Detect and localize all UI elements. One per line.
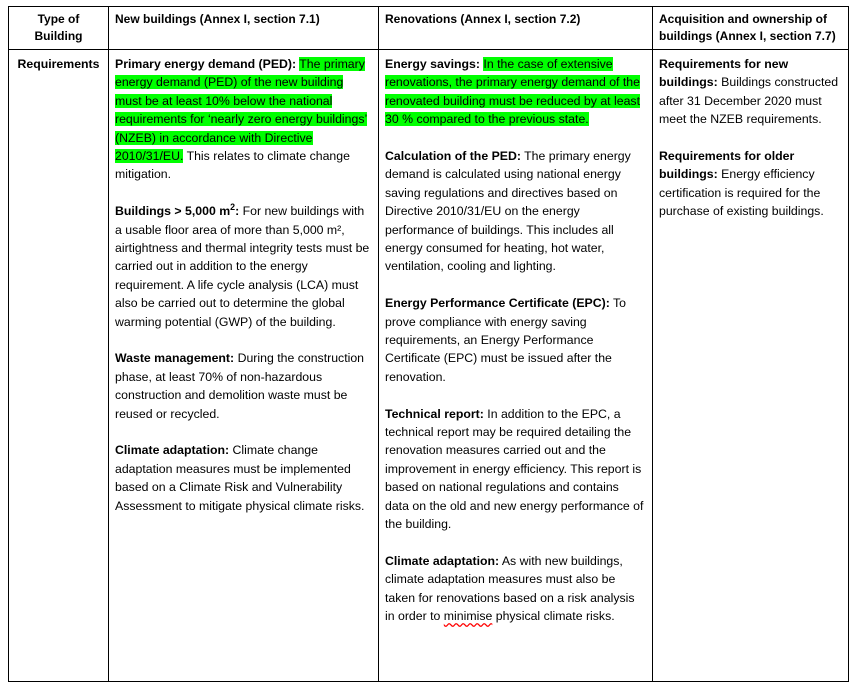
text-technical-report-rest: In addition to the EPC, a technical report may be required detailing the renovation measures carried out and the improvement in energy efficiency. This report is based on national regulations and contains data on the old and new energy performance of the building.: [385, 406, 644, 532]
highlighted-text-ped: The primary energy demand (PED) of the new building must be at least 10% below the national requirements for ‘nearly zero energy buildings’ (NZEB) in accordance with Directive 2010/31/EU.: [115, 57, 368, 164]
paragraph-climate-adaptation-renovation: [385, 552, 646, 626]
row-label-requirements: Requirements: [17, 57, 100, 71]
text-climate-adaptation-renovation-pre: As with new buildings, climate adaptation measures must also be taken for renovations based on a risk analysis in order to: [385, 553, 635, 624]
heading-waste-management: Waste management:: [115, 351, 235, 366]
text-epc-rest: To prove compliance with energy saving requirements, an Energy Performance Certificate (EPC) must be issued after the renovation.: [385, 296, 627, 384]
heading-climate-adaptation-renovation: Climate adaptation:: [385, 553, 500, 568]
paragraph-calculation-of-ped: [385, 147, 646, 276]
header-renovations-label: Renovations (Annex I, section 7.2): [385, 12, 581, 26]
table-header-row: [9, 7, 849, 50]
paragraph-waste-management: [115, 349, 372, 423]
table-body-row-requirements: [9, 50, 849, 682]
header-new-buildings-label: New buildings (Annex I, section 7.1): [115, 12, 320, 26]
text-calculation-of-ped-rest: The primary energy demand is calculated using national energy saving regulations and directives based on Directive 2010/31/EU on the energy performance of buildings. This includes all energy consumed for heating, hot water, ventilation, cooling and lighting.: [385, 149, 631, 274]
header-type-of-building-line1: Type of: [37, 12, 80, 26]
paragraph-technical-report: [385, 405, 646, 534]
header-cell-renovations: [379, 7, 653, 50]
header-acquisition-label: Acquisition and ownership of buildings (Annex I, section 7.7): [659, 12, 836, 43]
heading-calculation-of-ped: Calculation of the PED:: [385, 149, 521, 164]
row-label-cell-requirements: [9, 50, 109, 682]
heading-climate-adaptation-new: Climate adaptation:: [115, 443, 230, 458]
text-requirements-older-buildings-rest: Energy efficiency certification is required for the purchase of existing buildings.: [659, 167, 824, 219]
text-ped-rest: This relates to climate change mitigation.: [115, 149, 350, 182]
requirements-table: [8, 6, 849, 682]
heading-buildings-over-5000-pre: Buildings > 5,000 m: [115, 204, 231, 219]
highlighted-text-energy-savings: In the case of extensive renovations, the primary energy demand of the renovated building must be reduced by at least 30 % compared to the previous state.: [385, 57, 640, 127]
paragraph-primary-energy-demand: [115, 55, 372, 184]
cell-acquisition-requirements: [653, 50, 849, 682]
paragraph-climate-adaptation-new: [115, 441, 372, 515]
header-type-of-building-line2: Building: [34, 28, 83, 43]
paragraph-buildings-over-5000: [115, 202, 372, 331]
paragraph-requirements-older-buildings: [659, 147, 842, 221]
paragraph-energy-savings: [385, 55, 646, 129]
spellcheck-flagged-word-minimise: minimise: [443, 609, 493, 624]
heading-energy-savings: Energy savings:: [385, 57, 480, 71]
text-climate-adaptation-new-rest: Climate change adaptation measures must be implemented based on a Climate Risk and Vulnerability Assessment to mitigate physical climate risks.: [115, 443, 365, 513]
paragraph-energy-performance-certificate: [385, 294, 646, 386]
text-waste-management-rest: During the construction phase, at least 70% of non-hazardous construction and demolition waste must be reused or recycled.: [115, 351, 365, 421]
cell-new-buildings-requirements: [109, 50, 379, 682]
heading-primary-energy-demand: Primary energy demand (PED):: [115, 57, 297, 71]
paragraph-requirements-new-buildings: [659, 55, 842, 129]
cell-renovations-requirements: [379, 50, 653, 682]
header-cell-new-buildings: [109, 7, 379, 50]
header-cell-acquisition: [653, 7, 849, 50]
text-requirements-new-buildings-rest: Buildings constructed after 31 December 2020 must meet the NZEB requirements.: [659, 75, 839, 127]
heading-buildings-over-5000-post: :: [235, 204, 240, 219]
superscript-square-meters: 2: [230, 202, 236, 213]
heading-requirements-older-buildings: Requirements for older buildings:: [659, 149, 795, 182]
heading-requirements-new-buildings: Requirements for new buildings:: [659, 57, 789, 90]
header-cell-type-of-building: [9, 7, 109, 50]
heading-technical-report: Technical report:: [385, 406, 484, 421]
heading-energy-performance-certificate: Energy Performance Certificate (EPC):: [385, 296, 610, 311]
text-climate-adaptation-renovation-post: physical climate risks.: [495, 609, 615, 624]
heading-buildings-over-5000: [115, 204, 239, 218]
text-buildings-over-5000-rest: For new buildings with a usable floor area of more than 5,000 m², airtightness and thermal integrity tests must be carried out in addition to the energy requirement. A life cycle analysis (LCA) must also be carried out to determine the global warming potential (GWP) of the building.: [115, 204, 370, 329]
